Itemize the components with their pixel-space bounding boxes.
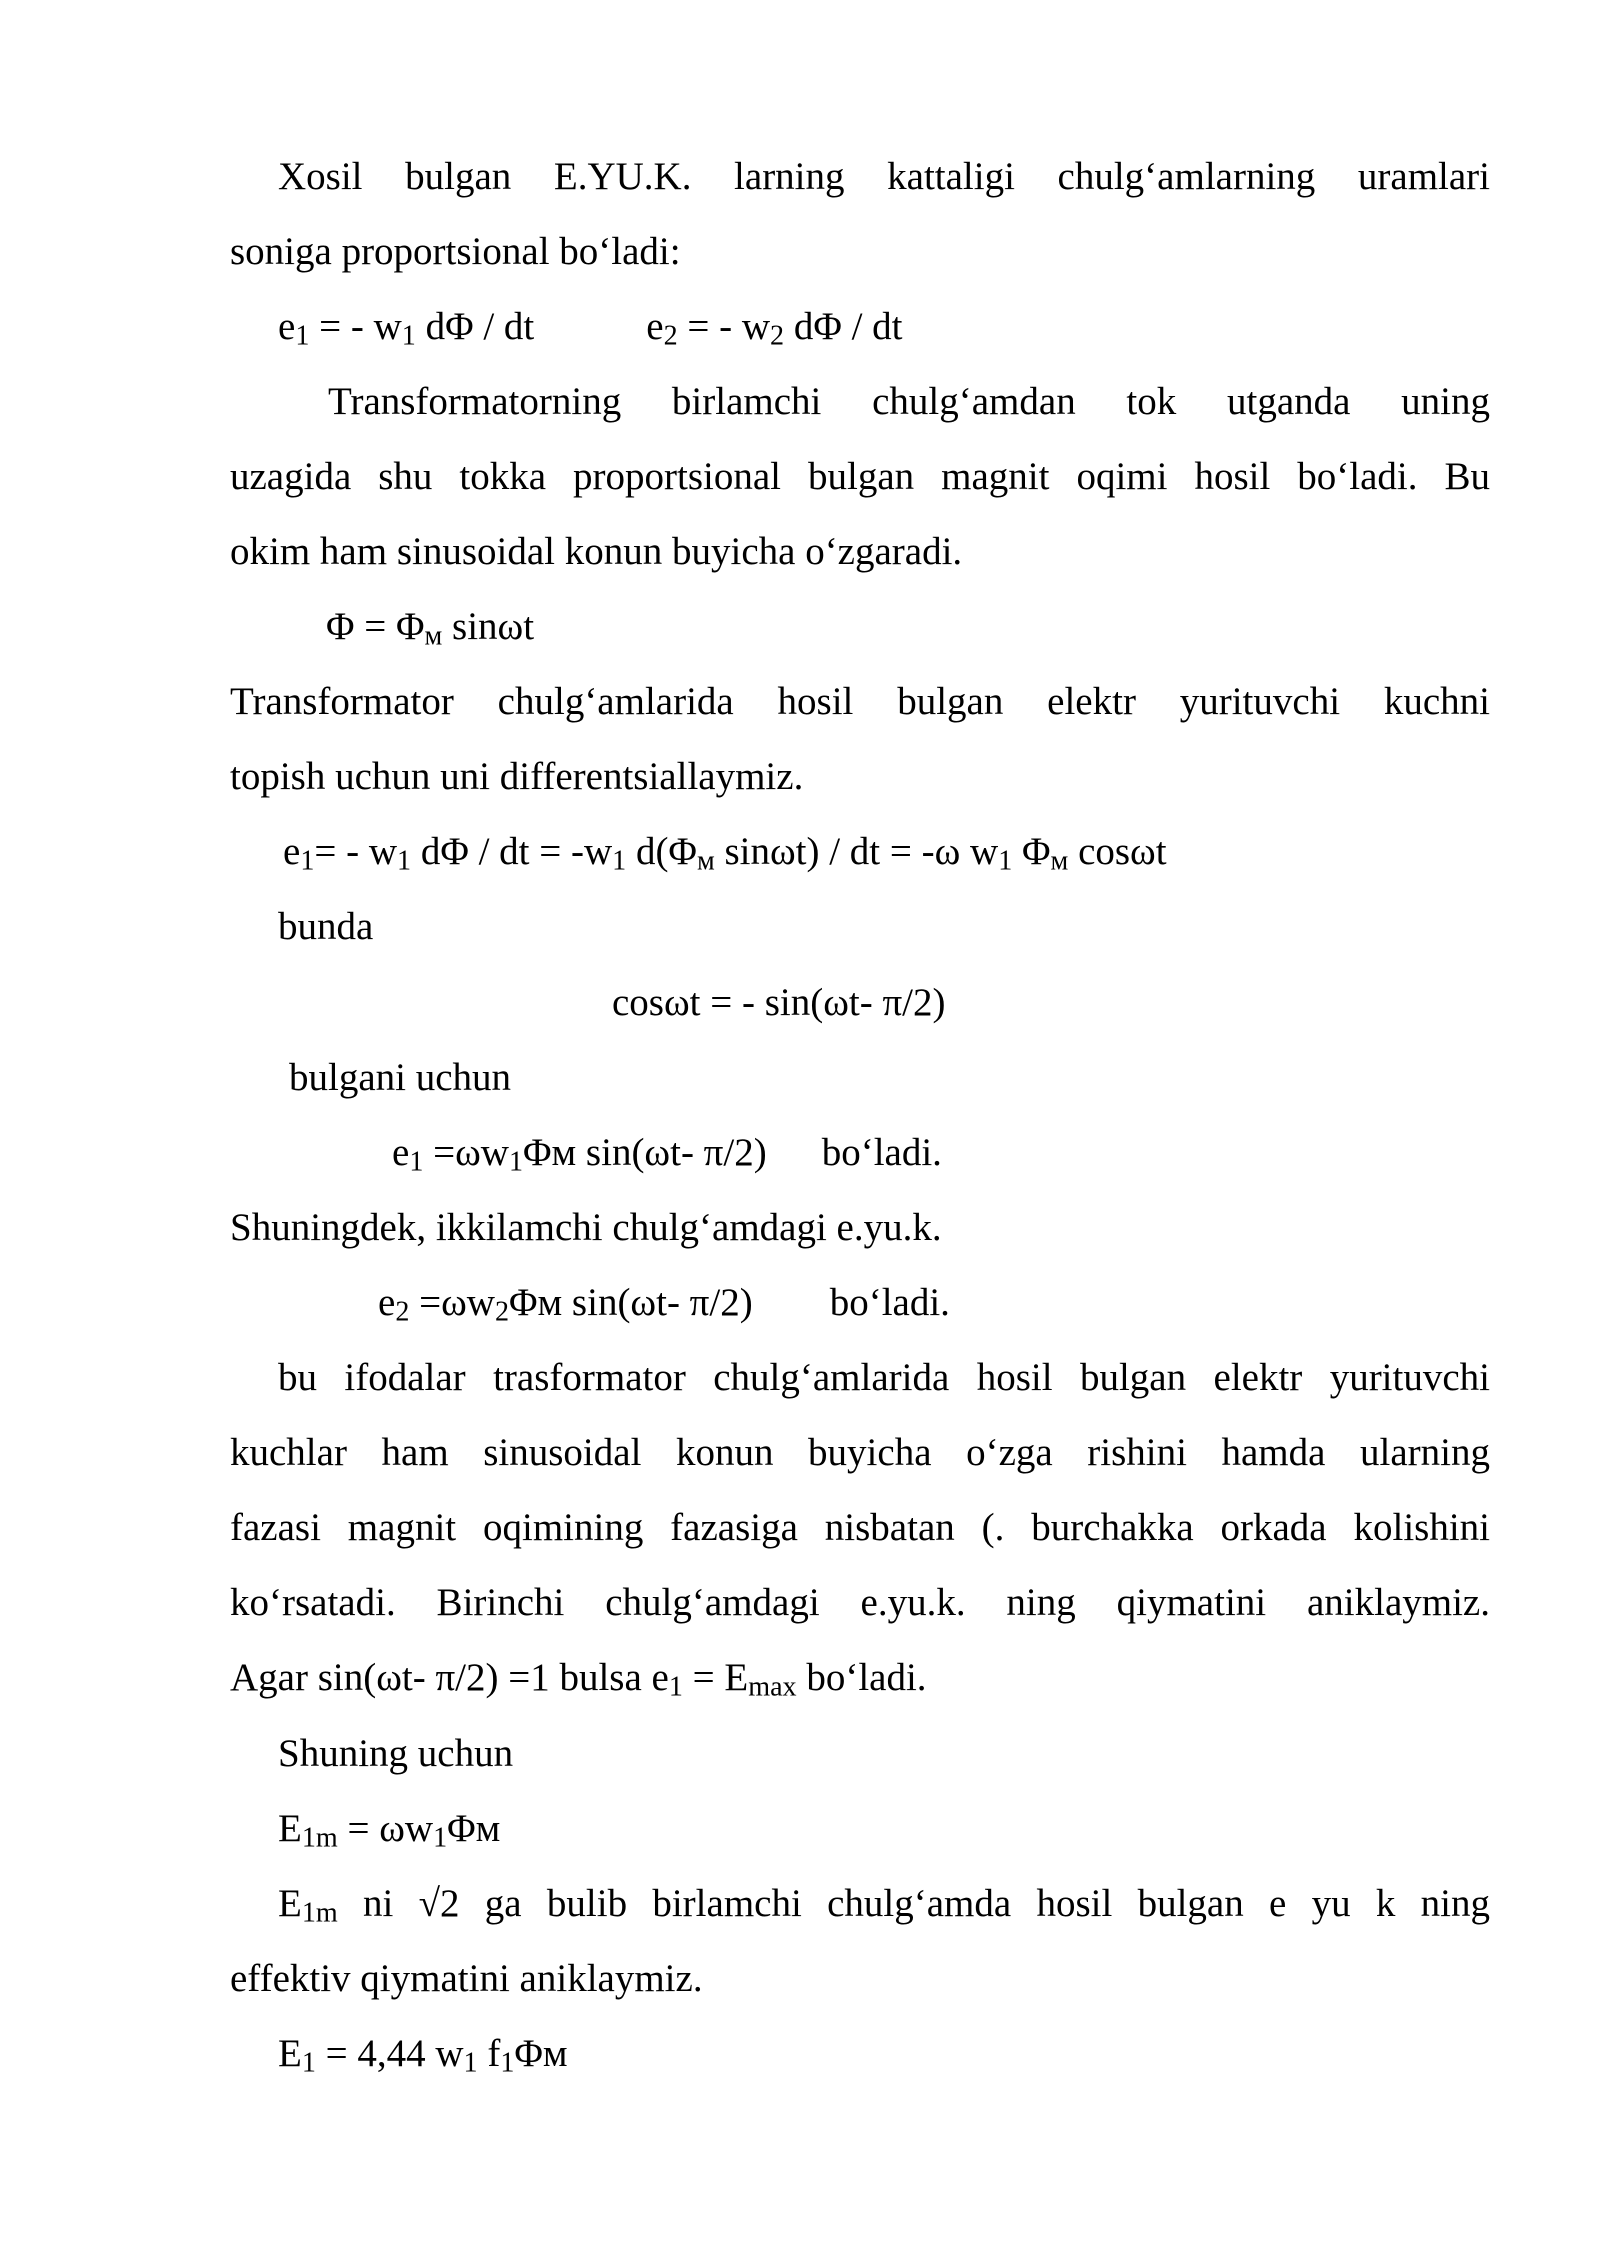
paragraph-line: [278, 1730, 1538, 1778]
text-run: Φм sin(ωt- π/2): [509, 1281, 753, 1324]
subscript: м: [696, 845, 715, 877]
formula-line: [392, 1129, 1600, 1187]
text-run: okim ham sinusoidal konun buyicha o‘zgaradi.: [230, 530, 963, 573]
subscript: 1: [998, 845, 1013, 877]
formula-line: [278, 1805, 1538, 1863]
subscript: 1: [508, 1146, 523, 1178]
text-run: f: [477, 2032, 501, 2075]
text-run: kuchlar ham sinusoidal konun buyicha o‘zga rishini hamda ularning: [230, 1431, 1490, 1474]
paragraph-line: [289, 1054, 1549, 1102]
formula-line: [612, 979, 1600, 1027]
text-run: effektiv qiymatini aniklaymiz.: [230, 1957, 703, 2000]
text-run: sinωt: [442, 605, 535, 648]
text-run: bu ifodalar trasformator chulg‘amlarida hosil bulgan elektr yurituvchi: [278, 1356, 1490, 1399]
paragraph-line: [230, 753, 1490, 801]
paragraph-line: [230, 1504, 1490, 1552]
paragraph-line: [230, 228, 1490, 276]
paragraph-line: [278, 1880, 1490, 1938]
paragraph-line: [230, 1654, 1490, 1712]
formula-line: [283, 828, 1543, 886]
text-run: e: [378, 1281, 396, 1324]
text-run: bunda: [278, 905, 374, 948]
subscript: 2: [395, 1296, 410, 1328]
paragraph-line: [278, 903, 1538, 951]
text-run: E: [278, 2032, 302, 2075]
text-run: Shuning uchun: [278, 1732, 514, 1775]
paragraph-line: [230, 1955, 1490, 2003]
subscript: 1m: [301, 1897, 338, 1929]
text-run: topish uchun uni differentsiallaymiz.: [230, 755, 804, 798]
subscript: 2: [494, 1296, 509, 1328]
formula-line: [326, 603, 1586, 661]
text-run: Φм: [514, 2032, 568, 2075]
text-run: dΦ / dt: [415, 305, 535, 348]
text-run: cosωt: [1068, 830, 1167, 873]
subscript: 2: [663, 320, 678, 352]
paragraph-line: [278, 153, 1490, 201]
subscript: 1: [500, 2047, 515, 2079]
text-run: fazasi magnit oqimining fazasiga nisbatan (. burchakka orkada kolishini: [230, 1506, 1490, 1549]
subscript: 1m: [301, 1822, 338, 1854]
paragraph-line: [230, 528, 1490, 576]
text-run: d(Φ: [626, 830, 697, 873]
text-run: = - w: [677, 305, 771, 348]
text-run: bo‘ladi.: [796, 1656, 927, 1699]
subscript: м: [424, 620, 443, 652]
subscript: 1: [300, 845, 315, 877]
formula-line: [378, 1279, 1600, 1337]
text-run: ko‘rsatadi. Birinchi chulg‘amdagi e.yu.k. ning qiymatini aniklaymiz.: [230, 1581, 1490, 1624]
subscript: 1: [612, 845, 627, 877]
text-run: = - w: [309, 305, 402, 348]
subscript: 1: [397, 845, 412, 877]
text-run: Φм: [447, 1807, 501, 1850]
text-run: Shuningdek, ikkilamchi chulg‘amdagi e.yu.k.: [230, 1206, 942, 1249]
text-run: E: [278, 1807, 302, 1850]
text-run: Xosil bulgan E.YU.K. larning kattaligi chulg‘amlarning uramlari: [278, 155, 1490, 198]
text-run: Agar sin(ωt- π/2) =1 bulsa e: [230, 1656, 669, 1699]
text-run: ni √2 ga bulib birlamchi chulg‘amda hosil bulgan e yu k ning: [337, 1882, 1490, 1925]
subscript: 1: [463, 2047, 478, 2079]
text-run: e: [392, 1131, 410, 1174]
text-run: =ωw: [423, 1131, 509, 1174]
text-run: cosωt = - sin(ωt- π/2): [612, 981, 946, 1024]
text-run: Φ: [1012, 830, 1051, 873]
text-run: uzagida shu tokka proportsional bulgan magnit oqimi hosil bo‘ladi. Bu: [230, 455, 1490, 498]
text-run: = 4,44 w: [315, 2032, 464, 2075]
paragraph-line: [230, 678, 1490, 726]
subscript: max: [748, 1671, 797, 1703]
text-run: e: [278, 305, 296, 348]
subscript: 1: [668, 1671, 683, 1703]
subscript: м: [1050, 845, 1069, 877]
paragraph-line: [328, 378, 1490, 426]
text-run: E: [278, 1882, 302, 1925]
text-run: e: [283, 830, 301, 873]
formula-line: [278, 303, 1538, 361]
subscript: 1: [401, 320, 416, 352]
text-run: dΦ / dt: [784, 305, 903, 348]
text-run: bo‘ladi.: [821, 1131, 942, 1174]
subscript: 1: [295, 320, 310, 352]
text-run: = E: [682, 1656, 749, 1699]
text-run: Φм sin(ωt- π/2): [523, 1131, 767, 1174]
text-run: dΦ / dt = -w: [411, 830, 613, 873]
text-run: Transformator chulg‘amlarida hosil bulgan elektr yurituvchi kuchni: [230, 680, 1490, 723]
text-run: Φ = Φ: [326, 605, 425, 648]
paragraph-line: [230, 1204, 1490, 1252]
text-run: =ωw: [409, 1281, 495, 1324]
subscript: 1: [409, 1146, 424, 1178]
paragraph-line: [278, 1354, 1490, 1402]
text-run: bulgani uchun: [289, 1056, 512, 1099]
text-run: = ωw: [337, 1807, 434, 1850]
subscript: 1: [433, 1822, 448, 1854]
subscript: 1: [301, 2047, 316, 2079]
text-run: bo‘ladi.: [829, 1281, 950, 1324]
text-run: = - w: [314, 830, 398, 873]
paragraph-line: [230, 1579, 1490, 1627]
text-run: e: [646, 305, 664, 348]
subscript: 2: [770, 320, 785, 352]
paragraph-line: [230, 1429, 1490, 1477]
text-run: Transformatorning birlamchi chulg‘amdan tok utganda uning: [328, 380, 1490, 423]
text-run: soniga proportsional bo‘ladi:: [230, 230, 681, 273]
paragraph-line: [230, 453, 1490, 501]
text-run: sinωt) / dt = -ω w: [714, 830, 999, 873]
formula-line: [278, 2030, 1538, 2088]
